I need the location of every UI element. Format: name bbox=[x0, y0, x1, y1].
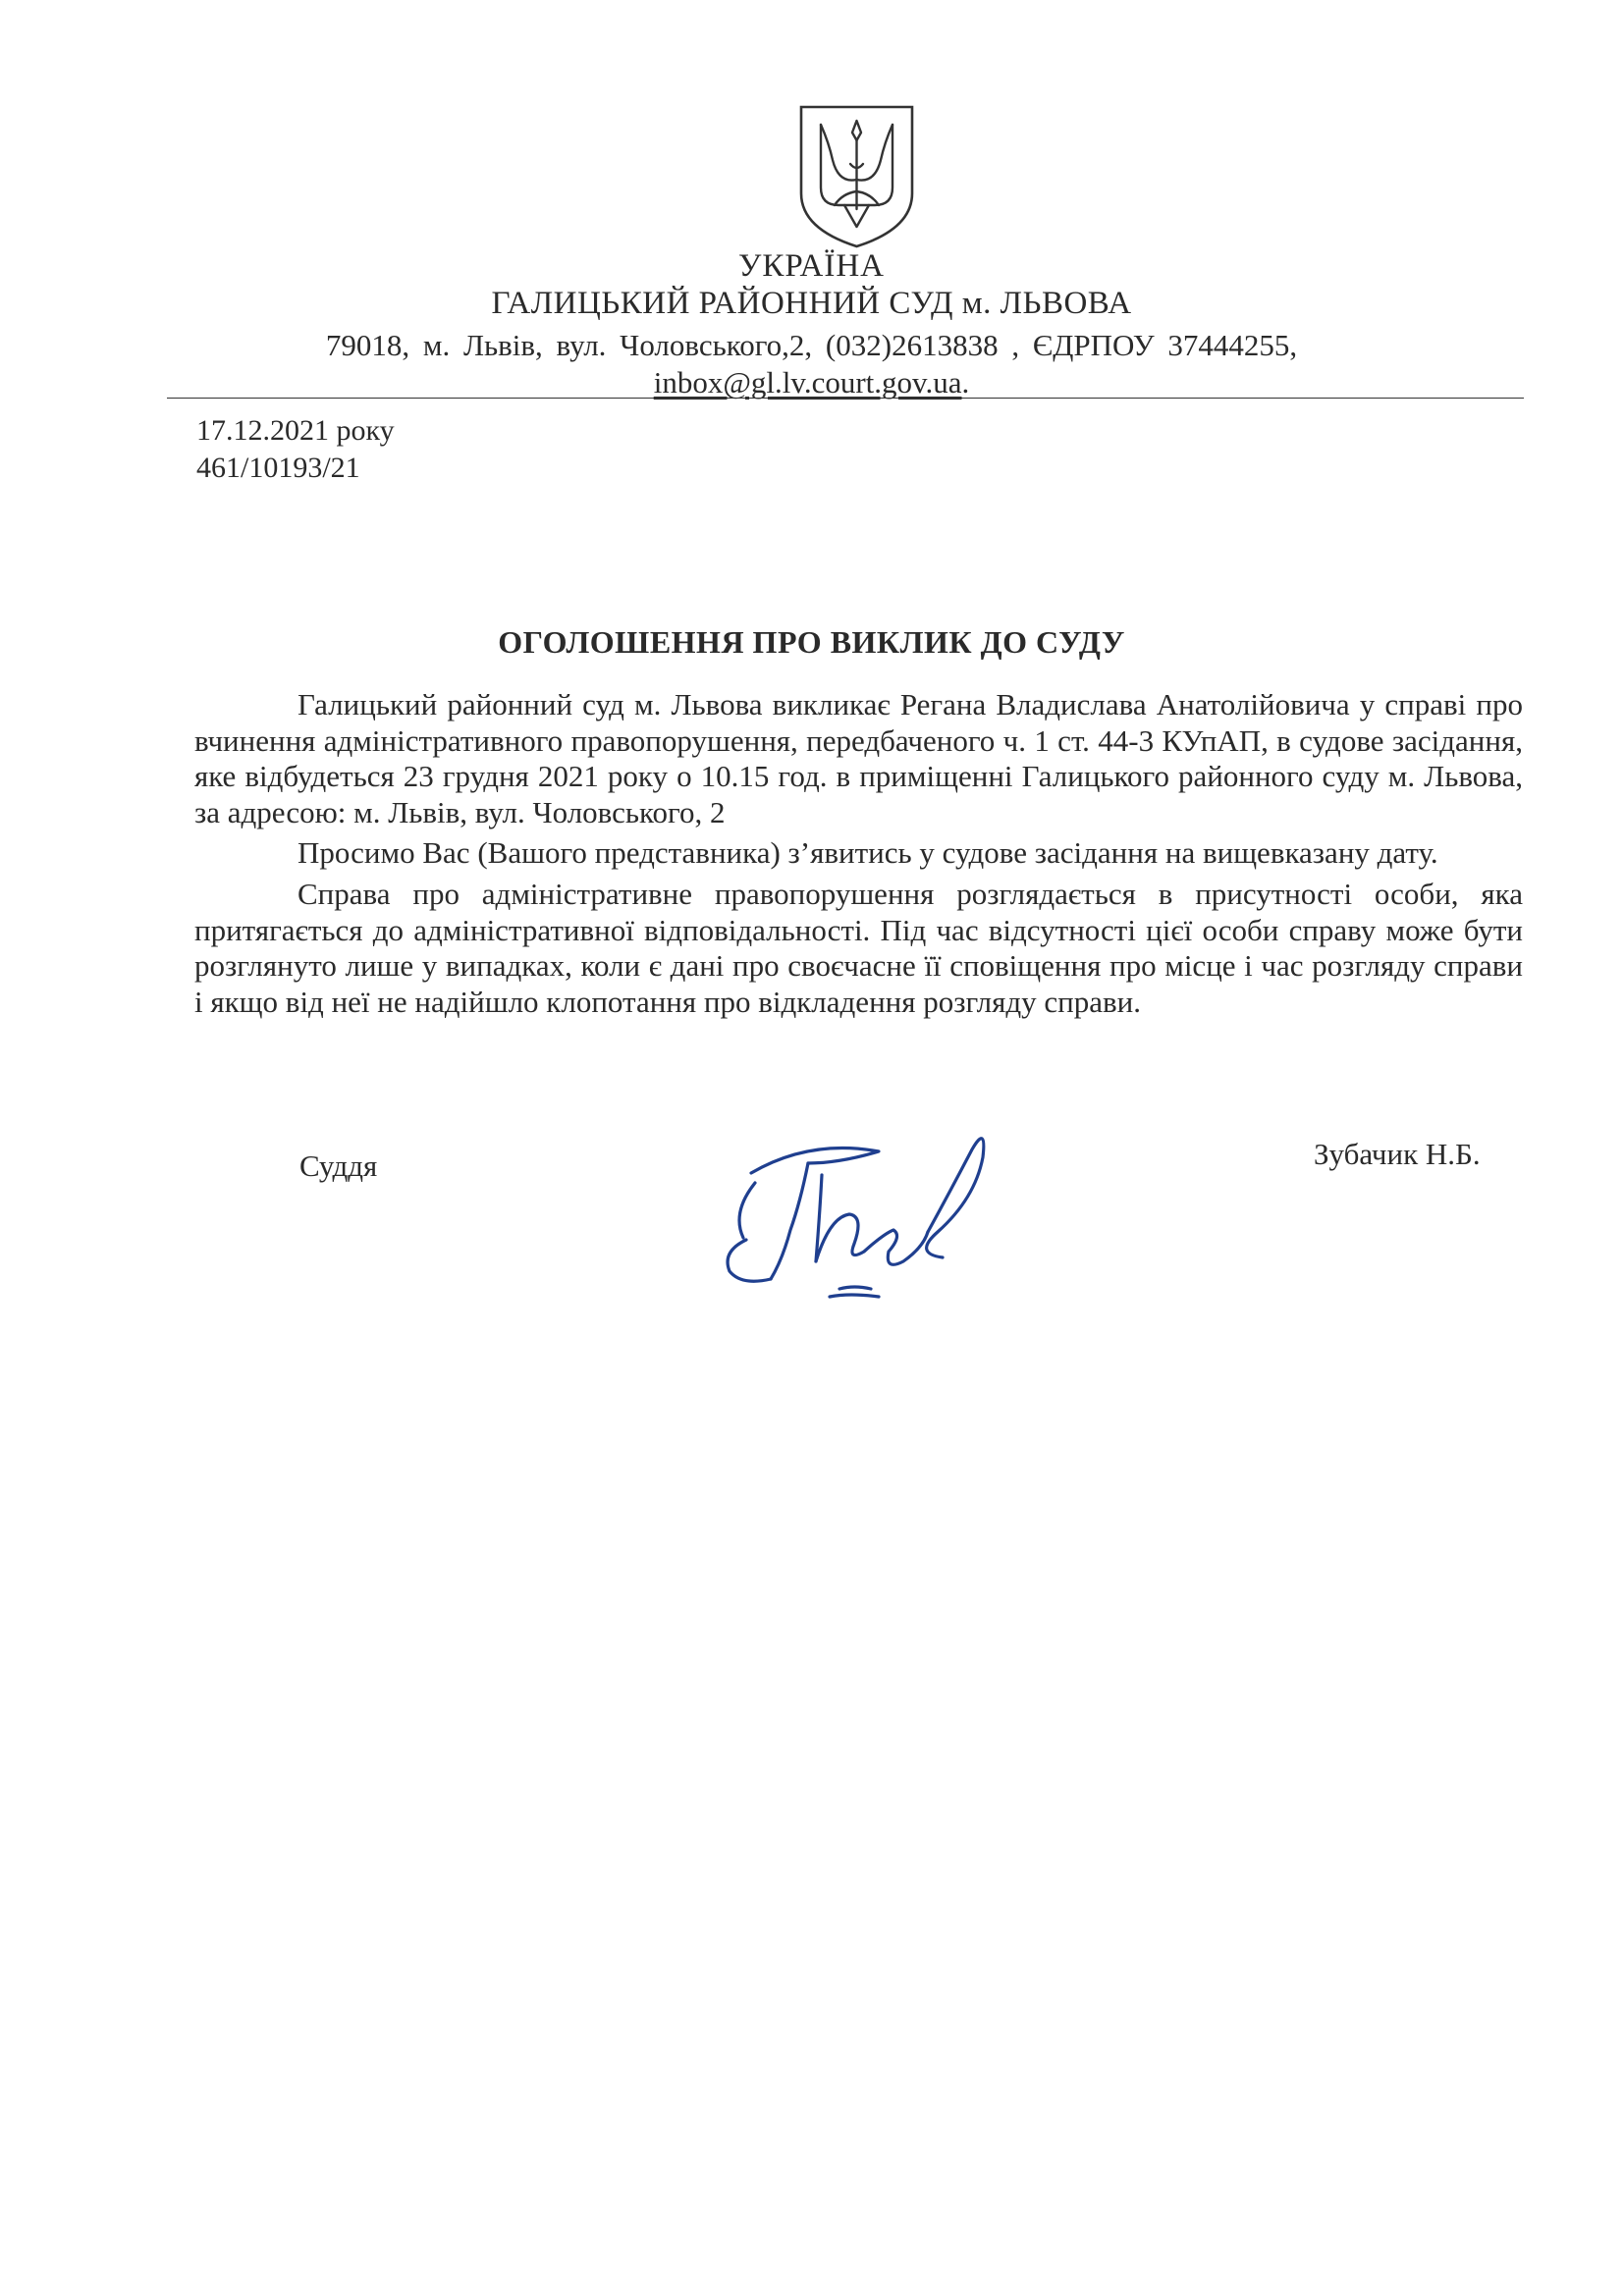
signatory-name: Зубачик Н.Б. bbox=[1314, 1137, 1481, 1171]
document-date: 17.12.2021 року bbox=[196, 414, 395, 447]
court-email-line bbox=[0, 365, 1623, 400]
announcement-title: ОГОЛОШЕННЯ ПРО ВИКЛИК ДО СУДУ bbox=[498, 624, 1125, 660]
court-name: ГАЛИЦЬКИЙ РАЙОННИЙ СУД м. ЛЬВОВА bbox=[491, 286, 1132, 321]
email-suffix: . bbox=[961, 365, 970, 400]
ukraine-trident-emblem-icon bbox=[795, 103, 918, 250]
court-address-line: 79018, м. Львів, вул. Чоловського,2, (032)2613838 , ЄДРПОУ 37444255, bbox=[325, 328, 1298, 362]
announcement-body bbox=[194, 687, 1523, 1025]
document-number: 461/10193/21 bbox=[196, 452, 360, 484]
court-email: inbox@gl.lv.court.gov.ua bbox=[653, 365, 962, 400]
body-paragraph: Справа про адміністративне правопорушення розглядається в присутності особи, яка притягається до адміністративної відповідальності. Під час відсутності цієї особи справу може бути розглянуто лише у випадках, коли є дані про своєчасне її сповіщення про місце і час розгляду справи і якщо від неї не надійшло клопотання про відкладення розгляду справи. bbox=[194, 876, 1523, 1019]
header-divider bbox=[167, 398, 1524, 399]
body-paragraph: Просимо Вас (Вашого представника) з’явитись у судове засідання на вищевказану дату. bbox=[298, 835, 1438, 871]
body-paragraph: Галицький районний суд м. Львова викликає Регана Владислава Анатолійовича у справі про вчинення адміністративного правопорушення, передбаченого ч. 1 ст. 44-3 КУпАП, в судове засідання, яке відбудеться 23 грудня 2021 року о 10.15 год. в приміщенні Галицького районного суду м. Львова, за адресою: м. Львів, вул. Чоловського, 2 bbox=[194, 687, 1523, 829]
country-name: УКРАЇНА bbox=[738, 248, 885, 284]
signatory-role: Суддя bbox=[299, 1148, 378, 1183]
handwritten-signature bbox=[692, 1114, 1006, 1320]
